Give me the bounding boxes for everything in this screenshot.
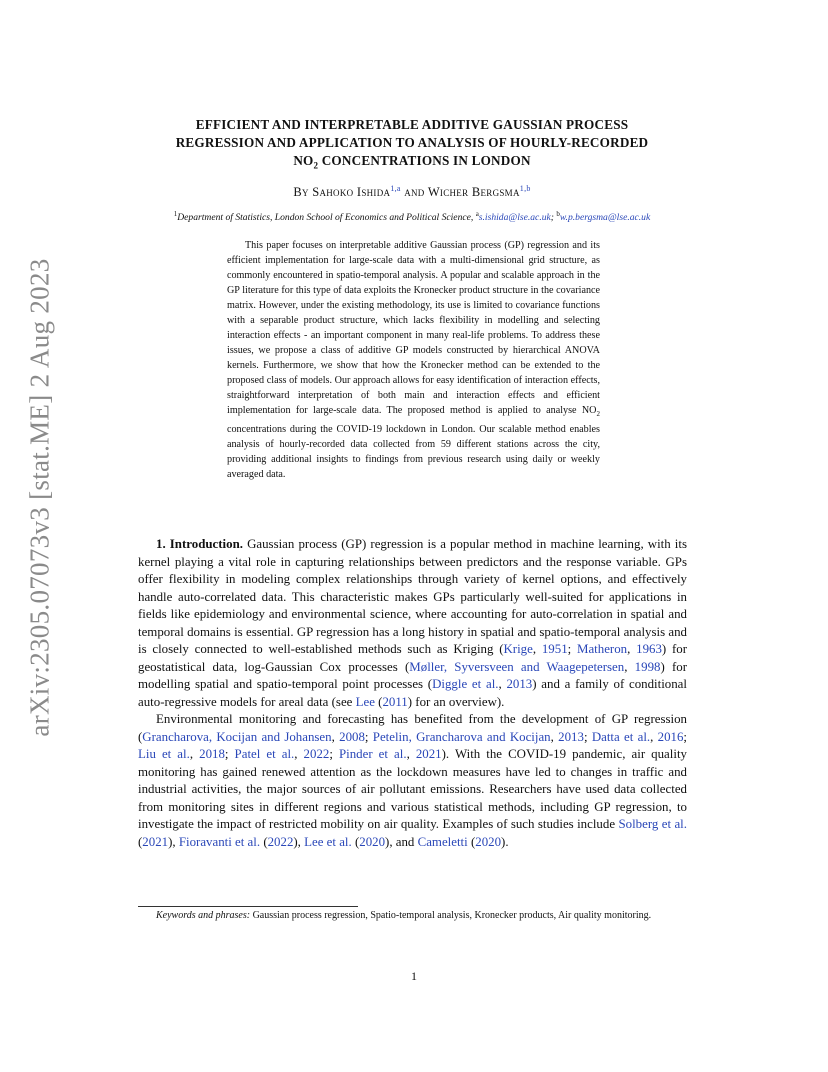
intro-paragraph-2	[138, 711, 687, 851]
title-line-3	[138, 152, 686, 175]
citation-link[interactable]: Matheron	[577, 642, 628, 656]
abstract-text-2: concentrations during the COVID-19 lockdown in London. Our scalable method enables analysis of hourly-recorded data collected from 59 different stations across the city, providing additional insights to findings from previous research using daily or weekly averaged data.	[227, 424, 600, 481]
abstract-text-1: This paper focuses on interpretable additive Gaussian process (GP) regression and its efficient implementation for large-scale data with a multi-dimensional grid structure, as commonly encountered in spatio-temporal analysis. A popular and scalable approach in the GP literature for this type of data exploits the Kronecker product structure in the covariance matrix. However, under the existing methodology, its use is limited to covariance functions with a separable product structure, which lacks flexibility in modelling and selecting interaction effects - an important component in many real-life problems. To address these issues, we propose a class of additive GP models constructed by hierarchical ANOVA kernels. Furthermore, we show that how the Kronecker method can be extended to the proposed class of models. Our approach allows for easy identification of interaction effects, straightforward interpretation of both main and interaction effects and efficient implementation for large-scale data. The proposed method is applied to analyse NO	[227, 240, 600, 416]
citation-link[interactable]: Fioravanti et al.	[178, 834, 261, 849]
email-separator: ;	[550, 212, 557, 224]
citation-link[interactable]: 1951	[541, 642, 568, 656]
citation-link[interactable]: 1998	[634, 659, 661, 674]
affiliation	[138, 210, 686, 223]
author-1-name: Sahoko Ishida	[312, 185, 391, 200]
text: ;	[583, 729, 592, 744]
arxiv-identifier-stamp	[20, 257, 60, 737]
author-1-affiliation-mark[interactable]: 1,a	[390, 184, 401, 193]
citation-link[interactable]: 2018	[199, 747, 225, 761]
citation-link[interactable]: Solberg et al.	[618, 817, 687, 831]
citation-link[interactable]: 2016	[657, 729, 684, 744]
text: Gaussian process (GP) regression is a popular method in machine learning, with its kernel playing a vital role in capturing relationships between predictors and the response variable. GPs offer flexibility in modeling complex relationships through variety of kernel options, and effectively handle auto-correlated data. This characteristic makes GPs particularly well-suited for applications in fields like epidemiology and environmental science, where accounting for auto-correlation in spatial and temporal domains is essential. GP regression has a long history in spatial and spatio-temporal analysis and is closely connected to well-established methods such as Kriging (	[138, 537, 687, 656]
citation-link[interactable]: 2020	[475, 834, 502, 849]
citation-link[interactable]: Grancharova, Kocijan and Johansen	[142, 729, 332, 744]
citation-link[interactable]: Møller, Syversveen and Waagepetersen	[409, 659, 625, 674]
citation-link[interactable]: Lee	[355, 694, 375, 709]
text: ;	[364, 729, 373, 744]
and-label: and	[400, 185, 428, 200]
citation-link[interactable]: 2021	[142, 834, 169, 849]
text: ). With the COVID-19 pandemic, air quality monitoring has gained renewed attention as the lockdown measures have led to changes in traffic and industrial activities, the major sources of air pollutant emissions. Researchers have used data collected from monitoring sites in different regions and various statistical methods, including GP regression, to investigate the impact of restricted mobility on air quality. Examples of such studies include	[138, 747, 687, 831]
keywords-footnote	[138, 909, 687, 923]
text: ,	[550, 729, 559, 744]
citation-link[interactable]: 2013	[558, 729, 584, 744]
introduction-section	[138, 536, 687, 851]
page-number: 1	[411, 969, 417, 983]
email-link-b[interactable]: w.p.bergsma@lse.ac.uk	[559, 212, 651, 224]
text: (	[467, 834, 476, 849]
citation-link[interactable]: 2022	[303, 747, 330, 761]
citation-link[interactable]: 2020	[359, 834, 386, 849]
text: ,	[498, 677, 507, 691]
text: ;	[567, 642, 577, 656]
text: ,	[532, 642, 542, 656]
author-2-name: Wicher Bergsma	[427, 185, 520, 200]
citation-link[interactable]: 2021	[415, 747, 442, 761]
text: ),	[168, 834, 179, 849]
text: ,	[406, 747, 416, 761]
citation-link[interactable]: Petelin, Grancharova and Kocijan	[372, 729, 551, 744]
text: Environmental monitoring and forecasting has benefited from the development of GP regression (	[138, 712, 687, 744]
text: ), and	[385, 834, 418, 849]
affiliation-department: Department of Statistics, London School of Economics and Political Science,	[177, 212, 476, 224]
text: ,	[189, 747, 200, 761]
citation-link[interactable]: 2011	[382, 694, 408, 709]
text: ;	[329, 747, 339, 761]
citation-link[interactable]: 2022	[267, 834, 294, 849]
text: (	[374, 694, 383, 709]
text: ) for an overview).	[407, 694, 505, 709]
title-line-1: EFFICIENT AND INTERPRETABLE ADDITIVE GAUSSIAN PROCESS	[195, 117, 629, 132]
text: (	[138, 834, 143, 849]
text: ,	[627, 642, 637, 656]
citation-link[interactable]: Cameletti	[417, 834, 468, 849]
text: ,	[624, 659, 635, 674]
title-subscript: 2	[313, 160, 319, 171]
text: ,	[331, 729, 340, 744]
section-heading: 1. Introduction.	[156, 537, 243, 551]
text: (	[260, 834, 268, 849]
title-line-3-rest: CONCENTRATIONS IN LONDON	[318, 153, 531, 168]
paper-title	[138, 116, 686, 175]
text: (	[351, 834, 360, 849]
citation-link[interactable]: Pinder et al.	[338, 747, 407, 761]
text: ;	[224, 747, 235, 761]
keywords-text: Gaussian process regression, Spatio-temporal analysis, Kronecker products, Air quality monitoring.	[250, 910, 652, 921]
text: ) for geostatistical data, log-Gaussian Cox processes (	[138, 642, 687, 674]
author-line	[138, 184, 686, 200]
arxiv-stamp-text: arXiv:2305.07073v3 [stat.ME] 2 Aug 2023	[24, 257, 55, 737]
abstract	[227, 238, 600, 482]
text: ,	[650, 729, 658, 744]
citation-link[interactable]: Diggle et al.	[432, 677, 499, 691]
email-a-mark: a	[475, 210, 479, 218]
title-line-2: REGRESSION AND APPLICATION TO ANALYSIS OF HOURLY-RECORDED	[175, 135, 649, 150]
intro-paragraph-1	[138, 536, 687, 711]
title-no: NO	[293, 153, 314, 168]
text: ).	[501, 834, 509, 849]
text: ;	[683, 729, 688, 744]
citation-link[interactable]: 2008	[339, 729, 365, 744]
text: ) and a family of conditional auto-regressive models for areal data (see	[138, 677, 687, 709]
citation-link[interactable]: 1963	[636, 642, 662, 656]
text: ,	[294, 747, 304, 761]
by-label: By	[293, 185, 313, 200]
citation-link[interactable]: Datta et al.	[591, 729, 651, 744]
footnote-divider	[138, 906, 358, 907]
citation-link[interactable]: Liu et al.	[138, 747, 190, 761]
email-b-mark: b	[556, 210, 560, 218]
email-link-a[interactable]: s.ishida@lse.ac.uk	[478, 212, 551, 224]
abstract-subscript: 2	[596, 410, 600, 419]
citation-link[interactable]: 2013	[506, 677, 533, 691]
keywords-label: Keywords and phrases:	[156, 910, 251, 921]
citation-link[interactable]: Lee et al.	[304, 834, 352, 849]
text: ) for modelling spatial and spatio-temporal point processes (	[138, 659, 687, 691]
text: ),	[293, 834, 305, 849]
author-2-affiliation-mark[interactable]: 1,b	[519, 184, 531, 193]
citation-link[interactable]: Patel et al.	[234, 747, 295, 761]
affiliation-number: 1	[173, 210, 178, 218]
citation-link[interactable]: Krige	[503, 642, 533, 656]
